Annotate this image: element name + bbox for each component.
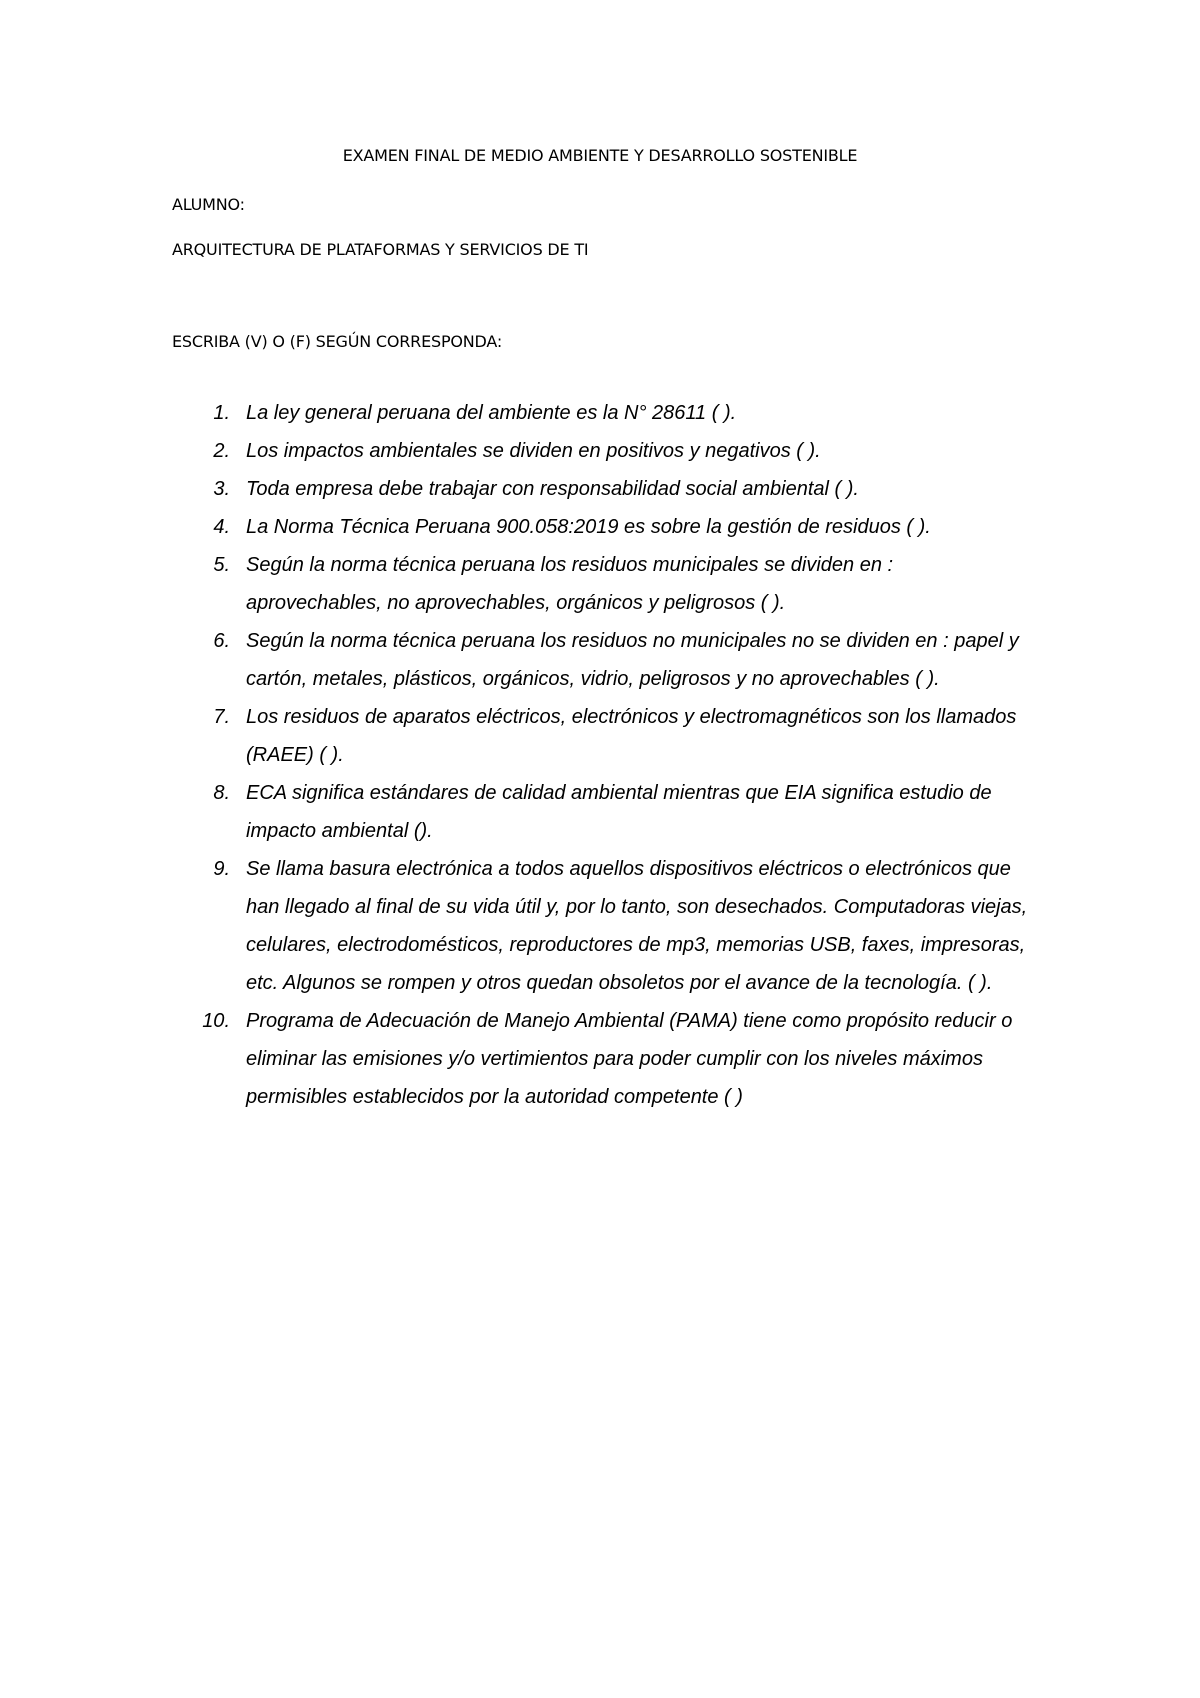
question-item [190,508,1030,546]
question-text: Los impactos ambientales se dividen en positivos y negativos ( ). [246,440,821,462]
question-item [190,1002,1030,1116]
question-item [190,394,1030,432]
question-list [190,394,1030,1116]
question-number: 9 . [190,850,230,888]
question-number: 5 . [190,546,230,584]
question-text: Programa de Adecuación de Manejo Ambiental (PAMA) tiene como propósito reducir o eliminar las emisiones y/o vertimientos para poder cumplir con los niveles máximos permisibles establecidos por la autoridad competente ( ) [246,1010,1013,1108]
question-number: 4 . [190,508,230,546]
question-number: 3 . [190,470,230,508]
question-item [190,470,1030,508]
question-number: 1 . [190,394,230,432]
question-item [190,546,1030,622]
question-item [190,622,1030,698]
question-text: Toda empresa debe trabajar con responsabilidad social ambiental ( ). [246,478,859,500]
question-text: Se llama basura electrónica a todos aquellos dispositivos eléctricos o electrónicos que han llegado al final de su vida útil y, por lo tanto, son desechados. Computadoras viejas, celulares, electrodomésticos, reproductores de mp3, memorias USB, faxes, impresoras, etc. Algunos se rompen y otros quedan obsoletos por el avance de la tecnología. ( ). [246,858,1028,994]
question-number: 7 . [190,698,230,736]
course-name: ARQUITECTURA DE PLATAFORMAS Y SERVICIOS DE TI [172,240,589,259]
student-label: ALUMNO: [172,195,245,214]
question-item [190,432,1030,470]
question-item [190,850,1030,1002]
question-text: Los residuos de aparatos eléctricos, electrónicos y electromagnéticos son los llamados (RAEE) ( ). [246,706,1017,766]
question-text: Según la norma técnica peruana los residuos municipales se dividen en : aprovechables, no aprovechables, orgánicos y peligrosos ( ). [246,554,894,614]
exam-title: EXAMEN FINAL DE MEDIO AMBIENTE Y DESARROLLO SOSTENIBLE [342,146,858,165]
question-number: 2 . [190,432,230,470]
question-text: La Norma Técnica Peruana 900.058:2019 es sobre la gestión de residuos ( ). [246,516,931,538]
question-number: 10 . [190,1002,230,1040]
question-item [190,698,1030,774]
question-number: 8 . [190,774,230,812]
question-text: Según la norma técnica peruana los residuos no municipales no se dividen en : papel y cartón, metales, plásticos, orgánicos, vidrio, peligrosos y no aprovechables ( ). [246,630,1019,690]
question-item [190,774,1030,850]
question-text: La ley general peruana del ambiente es la N° 28611 ( ). [246,402,737,424]
question-text: ECA significa estándares de calidad ambiental mientras que EIA significa estudio de impacto ambiental (). [246,782,992,842]
question-number: 6 . [190,622,230,660]
instruction-text: ESCRIBA (V) O (F) SEGÚN CORRESPONDA: [172,332,503,351]
